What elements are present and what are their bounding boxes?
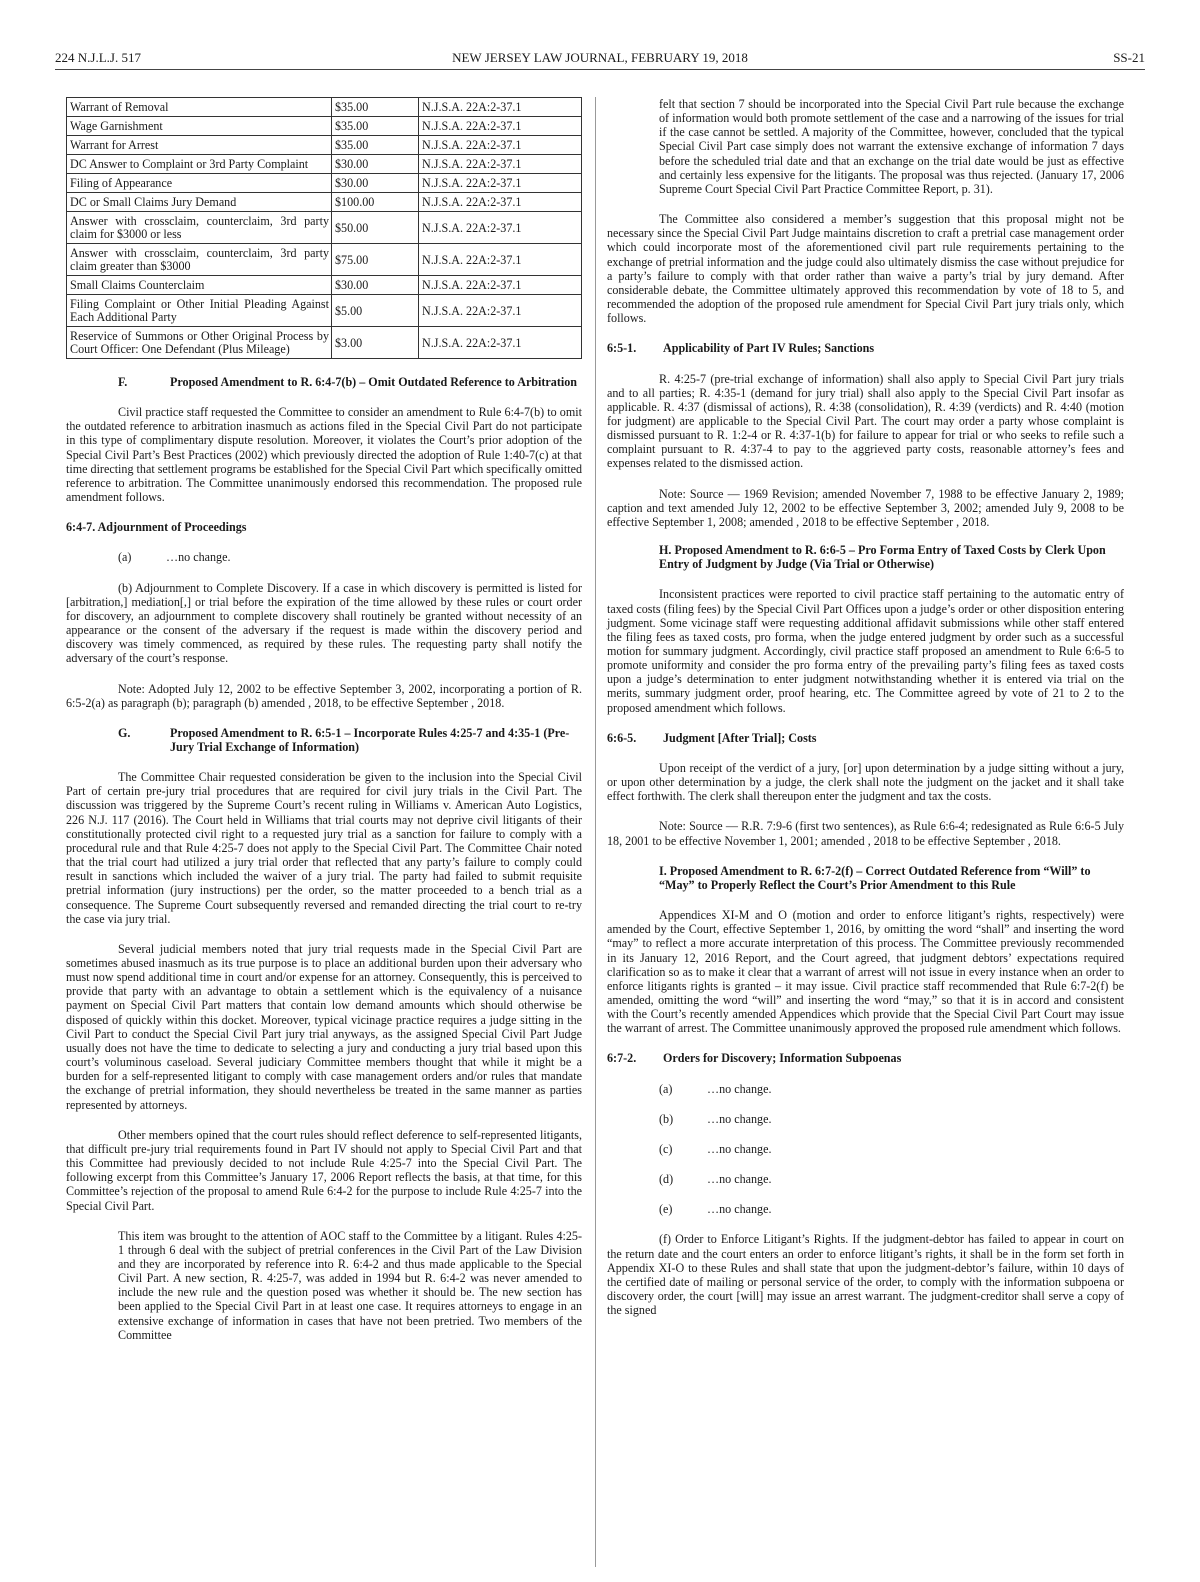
rule-6-7-2-number: 6:7-2. <box>607 1051 637 1066</box>
fee-authority-cell: N.J.S.A. 22A:2-37.1 <box>419 212 582 244</box>
subsection-text: …no change. <box>707 1172 772 1187</box>
section-g-title: Proposed Amendment to R. 6:5-1 – Incorporate Rules 4:25-7 and 4:35-1 (Pre-Jury Trial Exchange of Information) <box>170 725 570 754</box>
section-f-paragraph: Civil practice staff requested the Committee to consider an amendment to Rule 6:4-7(b) to omit the outdated reference to arbitration inasmuch as actions filed in the Special Civil Part do not participate in this type of complimentary dispute resolution. Moreover, it violates the Court’s prior adoption of the Special Civil Part’s Best Practices (2002) which previously directed the adoption of Rule 1:40-7(c) at that time directing that settlement programs be established for the Special Civil Part which specifically omitted reference to arbitration. The Committee unanimously endorsed this recommendation. The proposed rule amendment follows. <box>66 405 582 505</box>
fee-item-cell: Answer with crossclaim, counterclaim, 3rd party claim greater than $3000 <box>67 244 332 276</box>
column-divider <box>595 97 596 1567</box>
subsection-text: …no change. <box>707 1081 772 1096</box>
section-i-heading: I. Proposed Amendment to R. 6:7-2(f) – Correct Outdated Reference from “Will” to “May” to Properly Reflect the Court’s Prior Amendment to this Rule <box>659 863 1091 892</box>
fee-amount-cell: $50.00 <box>332 212 419 244</box>
fee-item-cell: Filing Complaint or Other Initial Pleading Against Each Additional Party <box>67 295 332 327</box>
rule-6-6-5-number: 6:6-5. <box>607 730 637 745</box>
section-i-paragraph: Appendices XI-M and O (motion and order to enforce litigant’s rights, respectively) were amended by the Court, effective September 1, 2016, by omitting the word “shall” and inserting the word “may” to reflect a more accurate interpretation of this process. The Committee previously recommended in its January 12, 2016 Report, and the Court agreed, that judgment debtors’ expectations required clarification so as to make it clear that a warrant of arrest will not issue in every instance when an order to enforce litigants rights is granted – it may issue. Civil practice staff recommended that Rule 6:7-2(f) be amended, omitting the word “will” and inserting the word “may,” so that it is in accord and consistent with the Court’s recently amended Appendices which provide that the Special Civil Part Court may issue the warrant of arrest. The Committee unanimously approved the proposed rule amendment which follows. <box>607 908 1124 1036</box>
fee-authority-cell: N.J.S.A. 22A:2-37.1 <box>419 136 582 155</box>
fee-amount-cell: $35.00 <box>332 136 419 155</box>
rule-6-5-1-heading <box>607 341 1124 355</box>
rule-6-7-2-title: Orders for Discovery; Information Subpoenas <box>663 1051 902 1066</box>
fee-table-row <box>67 155 582 174</box>
section-g-heading <box>66 726 582 754</box>
rule-6-7-2-subsection <box>607 1172 1124 1186</box>
fee-table-row <box>67 174 582 193</box>
rule-6-5-1-text: R. 4:25-7 (pre-trial exchange of information) shall also apply to Special Civil Part jury trials and to all parties; R. 4:35-1 (demand for jury trial) shall also apply to the Special Civil Part insofar as applicable. R. 4:37 (dismissal of actions), R. 4:38 (consolidation), R. 4:39 (verdicts) and R. 4:40 (motion for judgment) are applicable to the Special Civil Part. The court may order a party whose complaint is dismissed pursuant to R. 1:2-4 or R. 4:37-1(b) for failure to appear for trial or who seeks to refile such a complaint pursuant to R. 4:37-4 to pay to the aggrieved party costs, reasonable attorney’s fees and expenses related to the dismissed action. <box>607 371 1124 471</box>
fee-authority-cell: N.J.S.A. 22A:2-37.1 <box>419 98 582 117</box>
fee-table-row <box>67 327 582 359</box>
fee-table-row <box>67 244 582 276</box>
fee-table-row <box>67 136 582 155</box>
subsection-text: …no change. <box>707 1202 772 1217</box>
rule-6-5-1-title: Applicability of Part IV Rules; Sanctions <box>663 341 875 356</box>
rule-6-7-2-subsection <box>607 1112 1124 1126</box>
subsection-label: (e) <box>659 1202 673 1217</box>
fee-item-cell: Wage Garnishment <box>67 117 332 136</box>
section-g-paragraph-2: Several judicial members noted that jury trial requests made in the Special Civil Part are sometimes abused inasmuch as its true purpose is to place an additional burden upon their adversary who must now spend additional time in court and/or expense for an attorney. Consequently, this is perceived to provide that party with an advantage to obtain a settlement which is the equivalency of a nuisance payment on Special Civil Part matters that contain low demand amounts which should otherwise be disposed of quickly within this docket. Moreover, typical vicinage practice requires a judge sitting in the Civil Part to conduct the Special Civil Part jury trial anyways, as the assigned Special Civil Part Judge usually does not have the time to dedicate to selecting a jury and conducting a jury trial based upon this court’s voluminous caseload. Several judiciary Committee members thought that while it might be a burden for a self-represented litigant to comply with case management orders and/or rules that mandate the exchange of pretrial information, they should nevertheless be treated in the same manner as parties represented by attorneys. <box>66 941 582 1112</box>
left-column <box>66 97 582 1342</box>
header-journal-title: NEW JERSEY LAW JOURNAL, FEBRUARY 19, 2018 <box>452 50 748 65</box>
section-f-heading <box>66 375 582 389</box>
subsection-label: (b) <box>659 1111 674 1126</box>
section-f-title: Proposed Amendment to R. 6:4-7(b) – Omit Outdated Reference to Arbitration <box>170 375 577 389</box>
rule-6-6-5-title: Judgment [After Trial]; Costs <box>663 730 817 745</box>
fee-item-cell: Answer with crossclaim, counterclaim, 3rd party claim for $3000 or less <box>67 212 332 244</box>
fee-table-row <box>67 98 582 117</box>
fee-item-cell: DC Answer to Complaint or 3rd Party Complaint <box>67 155 332 174</box>
rule-6-4-7-title: 6:4-7. Adjournment of Proceedings <box>66 520 247 535</box>
fee-item-cell: Warrant for Arrest <box>67 136 332 155</box>
fee-amount-cell: $35.00 <box>332 98 419 117</box>
rule-6-6-5-heading <box>607 731 1124 745</box>
section-g-paragraph-1: The Committee Chair requested consideration be given to the inclusion into the Special Civil Part of certain pre-jury trial procedures that are required for civil jury trials in the Civil Part. The discussion was triggered by the Supreme Court’s recent ruling in Williams v. American Auto Logistics, 226 N.J. 117 (2016). The Court held in Williams that trial courts may not deprive civil litigants of their constitutionally protected civil right to a requested jury trial as a sanction for failure to comply with a procedural rule and that Rule 4:25-7 does not apply to the Special Civil Part. The Committee Chair noted that the trial court had utilized a jury trial order that reflected that any party’s failure to comply could result in sanctions which included the waiver of a jury trial. The party had failed to submit requisite pretrial information (jury instructions) per the order, so the matter proceeded to a bench trial as a consequence. The Supreme Court subsequently reversed and remanded directing the trial court to re-try the case via jury trial. <box>66 770 582 926</box>
rule-6-7-2-f: (f) Order to Enforce Litigant’s Rights. If the judgment-debtor has failed to appear in court on the return date and the court enters an order to enforce litigant’s rights, it shall be in the form set forth in Appendix XI-O to these Rules and shall state that upon the judgment-debtor’s failure, within 10 days of the certified date of mailing or personal service of the order, to comply with the information subpoena or discovery order, the court [will] may issue an arrest warrant. The judgment-creditor shall serve a copy of the signed <box>607 1232 1124 1318</box>
rule-6-7-2-subsection <box>607 1202 1124 1216</box>
fee-table <box>66 97 582 359</box>
fee-authority-cell: N.J.S.A. 22A:2-37.1 <box>419 244 582 276</box>
subsection-label: (c) <box>659 1141 673 1156</box>
fee-item-cell: DC or Small Claims Jury Demand <box>67 193 332 212</box>
header-citation: 224 N.J.L.J. 517 <box>55 50 141 65</box>
fee-authority-cell: N.J.S.A. 22A:2-37.1 <box>419 117 582 136</box>
section-g-paragraph-3: Other members opined that the court rules should reflect deference to self-represented litigants, that difficult pre-jury trial requirements found in Part IV should not apply to Special Civil Part and that this Committee had previously decided to not include Rule 4:25-7 into the Special Civil Part. The following excerpt from this Committee’s January 17, 2006 Report reflects the basis, at that time, for this Committee’s rejection of the proposal to amend Rule 6:4-2 for the purpose to include Rule 4:25-7 into the Special Civil Part. <box>66 1127 582 1213</box>
rule-6-4-7-b: (b) Adjournment to Complete Discovery. If a case in which discovery is permitted is listed for [arbitration,] mediation[,] or trial before the expiration of the time allowed by these rules or court order for discovery, an adjournment to complete discovery shall routinely be granted without necessity of an appearance or the consent of the adversary if the request is made within the discovery period and discovery was timely commenced, as required by these rules. The requesting party shall notify the adversary of the court’s response. <box>66 580 582 666</box>
fee-table-row <box>67 295 582 327</box>
fee-item-cell: Warrant of Removal <box>67 98 332 117</box>
rule-6-7-2-subsection <box>607 1142 1124 1156</box>
committee-paragraph: The Committee also considered a member’s suggestion that this proposal might not be necessary since the Special Civil Part Judge maintains discretion to craft a pretrial case management order which could incorporate most of the aforementioned civil part rule requirements pertaining to the exchange of pretrial information and the judge could also ultimately dismiss the case without prejudice for a party’s failure to comply with that order rather than waive a party’s trial by jury demand. After considerable debate, the Committee ultimately approved this recommendation by vote of 18 to 5, and recommended the adoption of the proposed rule amendment for Special Civil Part jury trials only, which follows. <box>607 212 1124 326</box>
fee-table-row <box>67 193 582 212</box>
subsection-label: (d) <box>659 1172 674 1187</box>
rule-6-6-5-note: Note: Source — R.R. 7:9-6 (first two sentences), as Rule 6:6-4; redesignated as Rule 6:6-5 July 18, 2001 to be effective November 1, 2001; amended , 2018 to be effective September , 2018. <box>607 819 1124 848</box>
section-g-label: G. <box>118 725 131 740</box>
section-h-paragraph: Inconsistent practices were reported to civil practice staff pertaining to the automatic entry of taxed costs (filing fees) by the Special Civil Part Offices upon a judge’s order or other disposition entering judgment. Some vicinage staff were requesting additional affidavit submissions while other staff entered the filing fees as taxed costs, pro forma, when the judge entered judgment by order such as a successful motion for summary judgment. Accordingly, civil practice staff proposed an amendment to Rule 6:6-5 to promote uniformity and consider the pro forma entry of the prevailing party’s filing fees as taxed costs upon a judge’s determination to enter judgment notwithstanding whether it is entered via trial on the merits, summary judgment order, proof hearing, etc. The Committee agreed by vote of 21 to 2 to the proposed amendment which follows. <box>607 587 1124 715</box>
fee-amount-cell: $30.00 <box>332 155 419 174</box>
rule-6-6-5-text: Upon receipt of the verdict of a jury, [or] upon determination by a judge sitting without a jury, or upon other determination by a judge, the clerk shall note the judgment on the jacket and it shall take effect forthwith. The clerk shall thereupon enter the judgment and tax the costs. <box>607 760 1124 804</box>
fee-item-cell: Filing of Appearance <box>67 174 332 193</box>
rule-6-4-7-a: (a) …no change. <box>118 550 231 565</box>
fee-authority-cell: N.J.S.A. 22A:2-37.1 <box>419 327 582 359</box>
rule-6-7-2-subsection <box>607 1082 1124 1096</box>
rule-6-5-1-number: 6:5-1. <box>607 341 637 356</box>
section-g-block-quote: This item was brought to the attention of AOC staff to the Committee by a litigant. Rules 4:25-1 through 6 deal with the subject of pretrial conferences in the Civil Part of the Law Division and they are incorporated by reference into R. 6:4-2 and thus made applicable to the Special Civil Part. A new section, R. 4:25-7, was added in 1994 but R. 6:4-2 was never amended to include the new rule and the question posed was whether it should be. The new section has been applied to the Special Civil Part in at least one case. It requires attorneys to engage in an extensive exchange of information in cases that have not been pretried. Two members of the Committee <box>118 1228 582 1342</box>
rule-6-7-2-subsections <box>607 1066 1124 1217</box>
fee-authority-cell: N.J.S.A. 22A:2-37.1 <box>419 155 582 174</box>
fee-table-row <box>67 117 582 136</box>
fee-authority-cell: N.J.S.A. 22A:2-37.1 <box>419 295 582 327</box>
rule-6-7-2-heading <box>607 1051 1124 1065</box>
section-h-heading: H. Proposed Amendment to R. 6:6-5 – Pro Forma Entry of Taxed Costs by Clerk Upon Entry of Judgment by Judge (Via Trial or Otherwise) <box>659 543 1106 572</box>
block-quote-continued: felt that section 7 should be incorporated into the Special Civil Part rule because the exchange of information would both promote settlement of the case and a narrowing of the issues for trial if the case cannot be settled. A majority of the Committee, however, concluded that the typical Special Civil Part case simply does not warrant the extensive exchange of information 7 days before the scheduled trial date and that an exchange on the trial date would be just as effective and certainly less expensive for the litigants. The proposal was thus rejected. (January 17, 2006 Supreme Court Special Civil Part Practice Committee Report, p. 31). <box>659 97 1124 196</box>
fee-item-cell: Reservice of Summons or Other Original Process by Court Officer: One Defendant (Plus Mileage) <box>67 327 332 359</box>
fee-authority-cell: N.J.S.A. 22A:2-37.1 <box>419 193 582 212</box>
fee-amount-cell: $75.00 <box>332 244 419 276</box>
fee-amount-cell: $30.00 <box>332 276 419 295</box>
rule-6-5-1-note: Note: Source — 1969 Revision; amended November 7, 1988 to be effective January 2, 1989; caption and text amended July 12, 2002 to be effective September 3, 2002; amended July 9, 2008 to be effective September 1, 2008; amended , 2018 to be effective September , 2018. <box>607 486 1124 529</box>
fee-amount-cell: $35.00 <box>332 117 419 136</box>
subsection-text: …no change. <box>707 1111 772 1126</box>
fee-amount-cell: $5.00 <box>332 295 419 327</box>
section-f-label: F. <box>118 375 128 389</box>
fee-table-row <box>67 276 582 295</box>
running-header <box>55 50 1145 70</box>
fee-amount-cell: $30.00 <box>332 174 419 193</box>
fee-amount-cell: $3.00 <box>332 327 419 359</box>
subsection-label: (a) <box>659 1081 673 1096</box>
fee-authority-cell: N.J.S.A. 22A:2-37.1 <box>419 276 582 295</box>
header-page-number: SS-21 <box>1113 50 1145 65</box>
subsection-text: …no change. <box>707 1141 772 1156</box>
right-column <box>607 97 1124 1317</box>
fee-authority-cell: N.J.S.A. 22A:2-37.1 <box>419 174 582 193</box>
fee-table-row <box>67 212 582 244</box>
rule-6-4-7-note: Note: Adopted July 12, 2002 to be effective September 3, 2002, incorporating a portion of R. 6:5-2(a) as paragraph (b); paragraph (b) amended , 2018, to be effective September , 2018. <box>66 681 582 710</box>
fee-amount-cell: $100.00 <box>332 193 419 212</box>
fee-item-cell: Small Claims Counterclaim <box>67 276 332 295</box>
